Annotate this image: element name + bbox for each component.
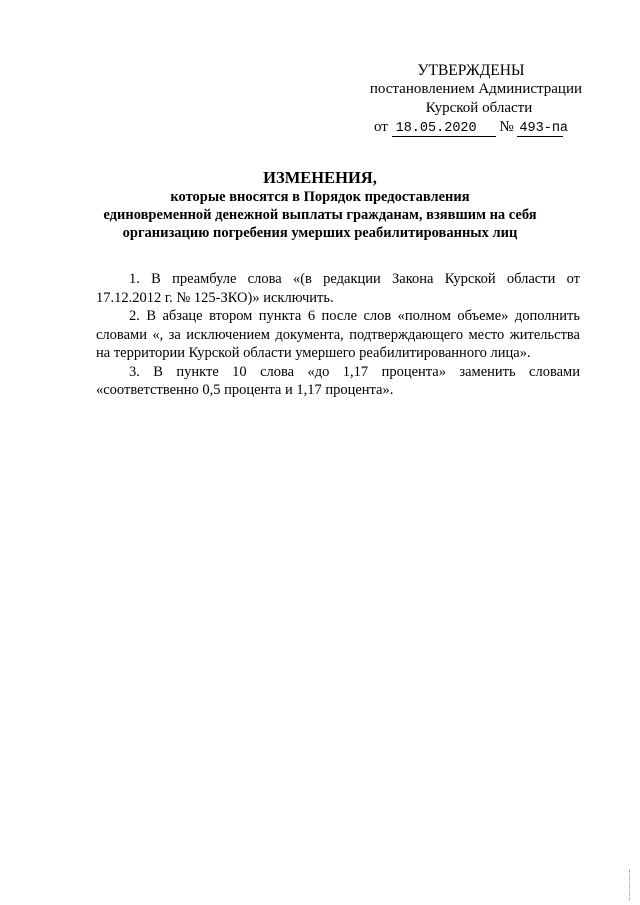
approval-issuer: постановлением Администрации	[369, 81, 582, 97]
heading-line-1: которые вносятся в Порядок предоставления	[170, 189, 470, 205]
approval-region: Курской области	[425, 100, 533, 116]
from-label: от	[374, 119, 388, 135]
margin-mark	[629, 870, 632, 900]
item-3: 3. В пункте 10 слова «до 1,17 процента» заменить словами «соответственно 0,5 процента и 1,17 процента».	[96, 363, 580, 398]
approval-block	[360, 61, 590, 137]
approval-date-number	[374, 118, 590, 137]
approval-title: УТВЕРЖДЕНЫ	[417, 62, 525, 79]
approval-number: 493-па	[519, 121, 569, 136]
heading-title: ИЗМЕНЕНИЯ,	[263, 168, 377, 187]
document-body	[96, 270, 580, 400]
document-heading	[80, 168, 560, 242]
approval-date: 18.05.2020	[392, 121, 496, 137]
item-2: 2. В абзаце втором пункта 6 после слов «полном объеме» дополнить словами «, за исключением документа, подтверждающего место жительства на территории Курской области умершего реабилитированного лица».	[96, 308, 580, 361]
heading-line-2: единовременной денежной выплаты гражданам, взявшим на себя	[103, 207, 537, 223]
heading-line-3: организацию погребения умерших реабилитированных лиц	[122, 225, 518, 241]
number-label: №	[499, 119, 514, 135]
item-1: 1. В преамбуле слова «(в редакции Закона Курской области от 17.12.2012 г. № 125-ЗКО)» исключить.	[96, 271, 580, 306]
